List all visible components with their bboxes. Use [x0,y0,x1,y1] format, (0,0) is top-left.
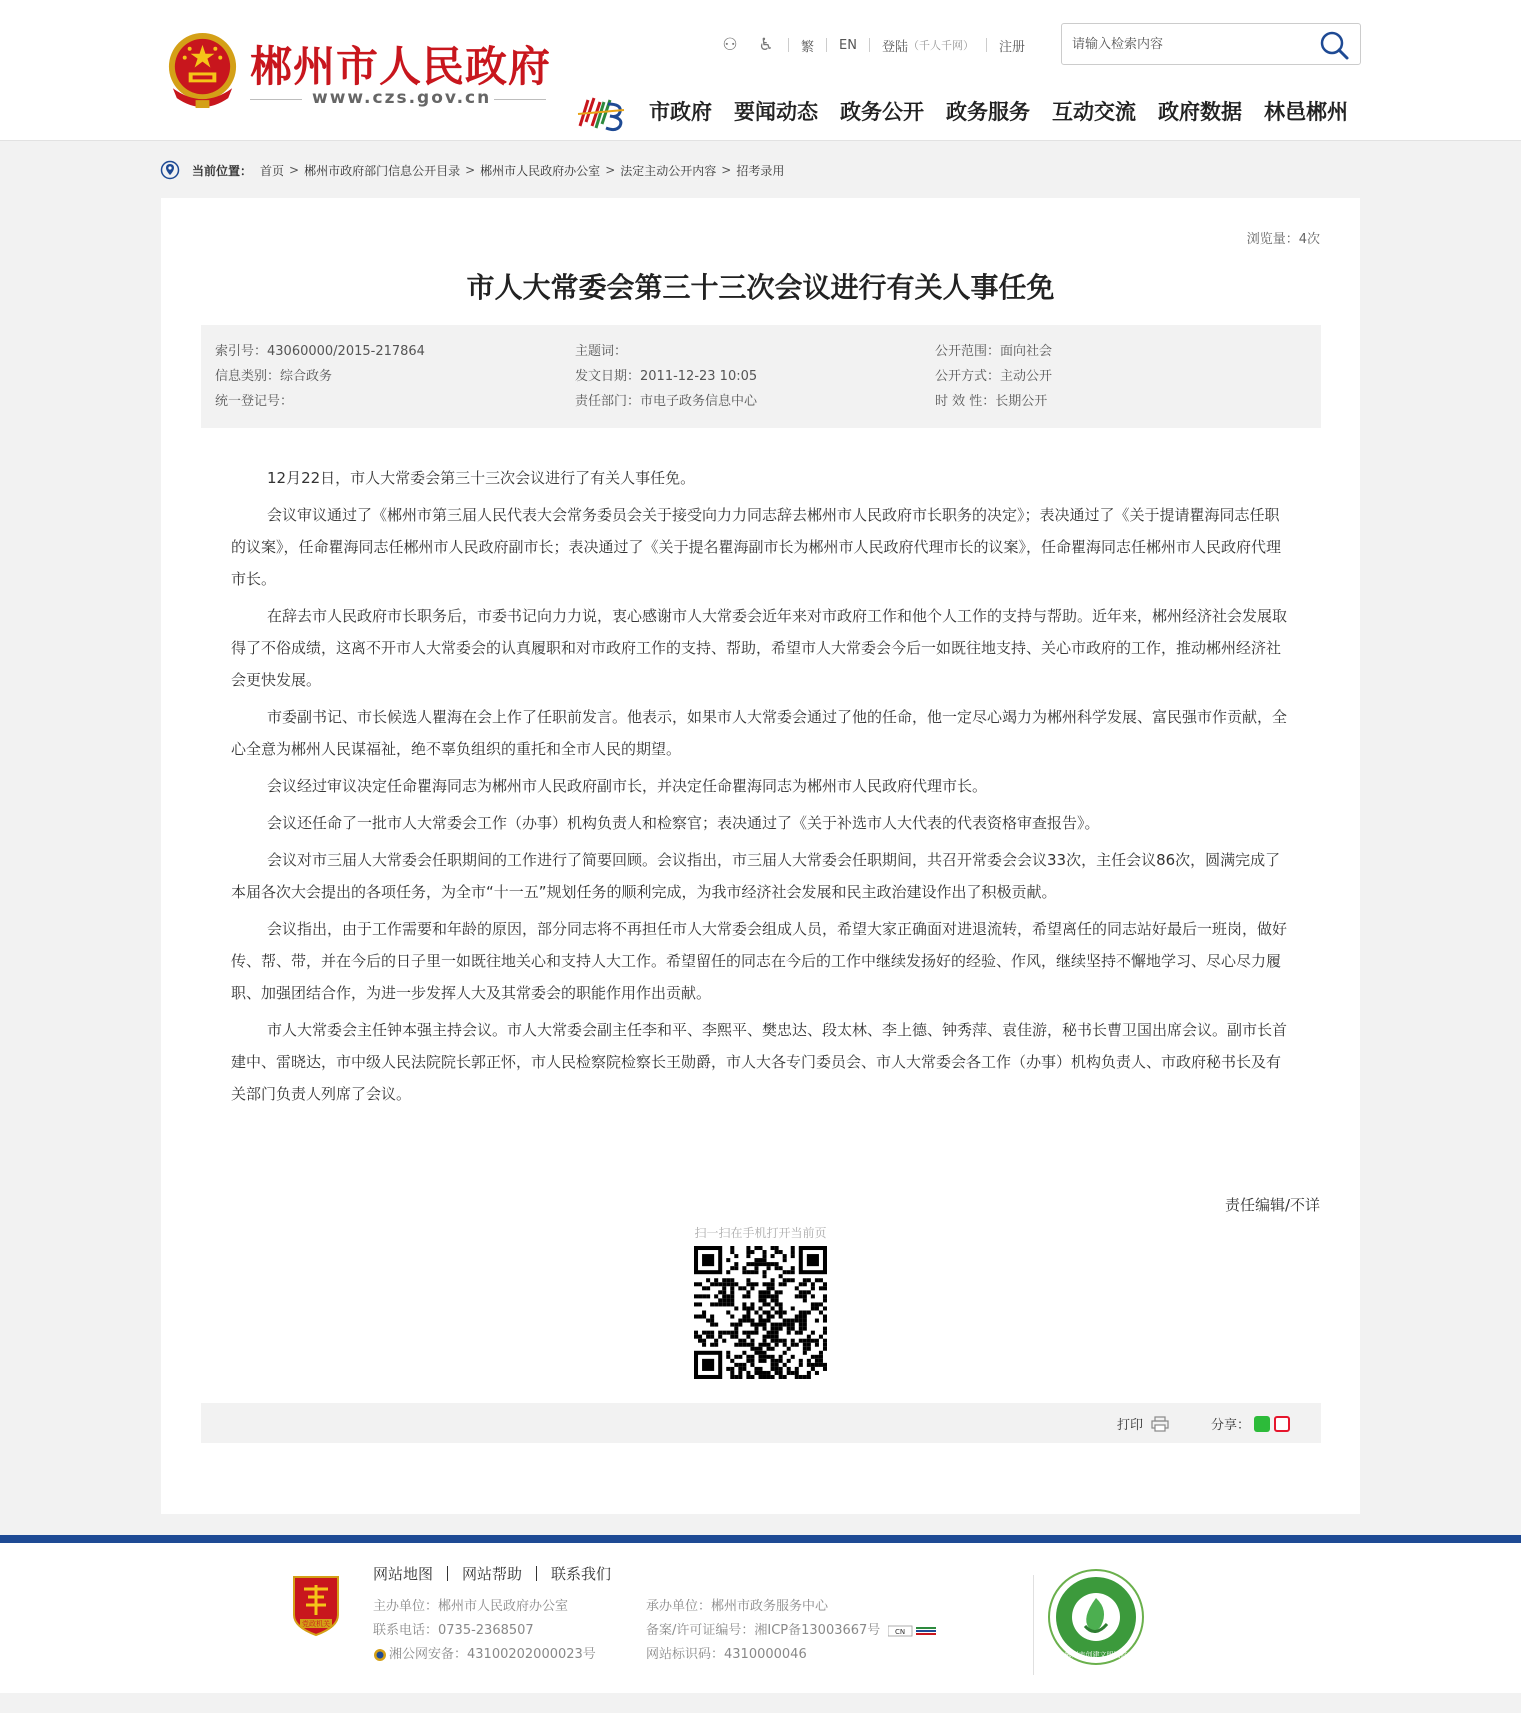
article-paragraph: 12月22日，市人大常委会第三十三次会议进行了有关人事任免。 [267,469,696,487]
site-footer [0,1543,1521,1693]
divider [986,38,987,52]
contact-link[interactable]: 联系我们 [551,1565,612,1583]
divider [826,38,827,52]
site-name[interactable]: 郴州市人民政府 [250,42,552,91]
breadcrumb-separator: > [605,163,616,177]
nav-item-data[interactable]: 政府数据 [1158,100,1242,124]
share-block [1211,1414,1290,1433]
meta-method: 公开方式：主动公开 [935,369,1053,384]
search-box [1061,23,1361,65]
breadcrumb [160,159,784,181]
divider [447,1566,448,1581]
article-paragraph: 会议还任命了一批市人大常委会工作（办事）机构负责人和检察官；表决通过了《关于补选市人大代表的代表资格审查报告》。 [267,814,1100,832]
meta-scope: 公开范围：面向社会 [935,344,1053,359]
svg-text:CN: CN [895,1628,906,1636]
badge-left-text: 党政机关 [302,1620,330,1628]
print-label: 打印 [1117,1418,1144,1433]
location-pin-icon [160,160,180,180]
city-logo-icon [576,92,628,134]
login-link[interactable]: 登陆 [881,39,908,55]
view-count: 浏览量：4次 [1246,232,1320,247]
responsible-editor: 责任编辑/不详 [1224,1196,1320,1214]
main-nav [649,96,1348,128]
traditional-chinese-link[interactable]: 繁 [801,39,815,55]
printer-icon [1151,1416,1169,1432]
divider [536,1566,537,1581]
nav-item-linyi-chenzhou[interactable]: 林邑郴州 [1264,100,1348,124]
article-paragraph: 市委副书记、市长候选人瞿海在会上作了任职前发言。他表示，如果市人大常委会通过了他的任命，他一定尽心竭力为郴州科学发展、富民强市作贡献，全心全意为郴州人民谋福祉，绝不辜负组织的重托和全市人民的期望。 [231,708,1288,758]
badge-right-text: 郴州市创建文明网站 [1064,1651,1128,1659]
meta-date: 发文日期：2011-12-23 10:05 [575,369,758,384]
breadcrumb-separator: > [289,163,300,177]
search-icon[interactable] [1318,29,1350,61]
breadcrumb-office[interactable]: 郴州市人民政府办公室 [480,163,601,178]
site-url-block [250,88,546,110]
weibo-icon[interactable] [1274,1416,1290,1432]
article-body [231,462,1291,1115]
footer-links [373,1563,611,1584]
english-link[interactable]: EN [839,37,857,53]
national-emblem-icon[interactable] [163,27,242,112]
breadcrumb-directory[interactable]: 郴州市政府部门信息公开目录 [304,163,461,178]
divider [1033,1575,1034,1675]
breadcrumb-recruitment[interactable]: 招考录用 [736,163,785,178]
meta-category: 信息类别：综合政务 [215,369,333,384]
share-bar [201,1403,1321,1443]
icp-badge-icon [888,1625,938,1637]
top-tools [720,34,1025,56]
article-meta [201,325,1321,428]
help-link[interactable]: 网站帮助 [462,1565,523,1583]
meta-keywords: 主题词： [575,344,628,359]
register-link[interactable]: 注册 [998,39,1025,55]
nav-item-news[interactable]: 要闻动态 [734,100,818,124]
site-url: www.czs.gov.cn [312,88,492,108]
meta-index-number: 索引号：43060000/2015-217864 [215,344,425,359]
nav-item-services[interactable]: 政务服务 [946,100,1030,124]
article-paragraph: 在辞去市人民政府市长职务后，市委书记向力力说，衷心感谢市人大常委会近年来对市政府工作和他个人工作的支持与帮助。近年来，郴州经济社会发展取得了不俗成绩，这离不开市人大常委会的认真履职和对市政府工作的支持、帮助，希望市人大常委会今后一如既往地支持、关心市政府的工作，推动郴州经济社会更快发展。 [231,607,1288,689]
meta-department: 责任部门：市电子政务信息中心 [575,394,758,409]
site-header [0,0,1521,141]
party-government-badge-icon[interactable] [290,1575,342,1637]
share-label: 分享： [1211,1418,1251,1433]
wechat-icon[interactable] [1254,1416,1270,1432]
breadcrumb-separator: > [465,163,476,177]
nav-item-interaction[interactable]: 互动交流 [1052,100,1136,124]
nav-item-government[interactable]: 市政府 [649,100,712,124]
article-paragraph: 会议对市三届人大常委会任职期间的工作进行了简要回顾。会议指出，市三届人大常委会任职期间，共召开常委会会议33次，主任会议86次，圆满完成了本届各次大会提出的各项任务，为全市“十一五”规划任务的顺利完成，为我市经济社会发展和民主政治建设作出了积极贡献。 [231,851,1281,901]
print-button[interactable] [1117,1414,1169,1433]
footer-info [373,1595,973,1667]
breadcrumb-separator: > [721,163,732,177]
sitemap-link[interactable]: 网站地图 [373,1565,434,1583]
civilized-website-badge-icon[interactable] [1047,1568,1145,1666]
search-input[interactable] [1072,33,1302,55]
qr-code-icon [694,1246,827,1379]
meta-validity: 时 效 性：长期公开 [935,394,1048,409]
breadcrumb-label: 当前位置： [192,163,253,178]
bottom-strip [0,1693,1521,1713]
article-paragraph: 会议指出，由于工作需要和年龄的原因，部分同志将不再担任市人大常委会组成人员，希望大家正确面对进退流转，希望离任的同志站好最后一班岗，做好传、帮、带，并在今后的日子里一如既往地关心和支持人大工作。希望留任的同志在今后的工作中继续发扬好的经验、作风，继续坚持不懈地学习、尽心尽力履职、加强团结合作，为进一步发挥人大及其常委会的职能作用作出贡献。 [231,920,1288,1002]
site-code: 网站标识码：4310000046 [646,1647,807,1662]
meta-registration: 统一登记号： [215,394,294,409]
undertaking-unit: 承办单位：郴州市政务服务中心 [646,1599,829,1614]
qr-caption: 扫一扫在手机打开当前页 [694,1226,827,1240]
contact-phone: 联系电话：0735-2368507 [373,1623,534,1638]
article-card [161,198,1360,1514]
divider [494,99,546,100]
article-title: 市人大常委会第三十三次会议进行有关人事任免 [466,271,1055,304]
breadcrumb-statutory[interactable]: 法定主动公开内容 [620,163,717,178]
divider [869,38,870,52]
nav-item-disclosure[interactable]: 政务公开 [840,100,924,124]
article-paragraph: 市人大常委会主任钟本强主持会议。市人大常委会副主任李和平、李熙平、樊忠达、段太林、李上德、钟秀萍、袁佳游，秘书长曹卫国出席会议。副市长首建中、雷晓达，市中级人民法院院长郭正怀，市人民检察院检察长王勋爵，市人大各专门委员会、市人大常委会各工作（办事）机构负责人、市政府秘书长及有关部门负责人列席了会议。 [231,1021,1288,1103]
divider [250,99,302,100]
icp-record[interactable]: 备案/许可证编号：湘ICP备13003667号 [646,1623,881,1638]
host-unit: 主办单位：郴州市人民政府办公室 [373,1599,569,1614]
login-note: （千人千网） [907,39,974,52]
footer-divider [0,1535,1521,1543]
police-record[interactable]: 湘公网安备：43100202000023号 [389,1647,596,1662]
divider [788,38,789,52]
accessibility-icon[interactable]: ♿ [758,35,774,55]
article-paragraph: 会议审议通过了《郴州市第三届人民代表大会常务委员会关于接受向力力同志辞去郴州市人民政府市长职务的决定》；表决通过了《关于提请瞿海同志任职的议案》，任命瞿海同志任郴州市人民政府副市长；表决通过了《关于提名瞿海副市长为郴州市人民政府代理市长的议案》，任命瞿海同志任郴州市人民政府代理市长。 [231,506,1282,588]
article-paragraph: 会议经过审议决定任命瞿海同志为郴州市人民政府副市长，并决定任命瞿海同志为郴州市人民政府代理市长。 [267,777,988,795]
police-badge-icon [373,1648,387,1662]
barrier-free-icon[interactable]: ⚇ [722,35,738,55]
breadcrumb-home[interactable]: 首页 [260,163,285,178]
